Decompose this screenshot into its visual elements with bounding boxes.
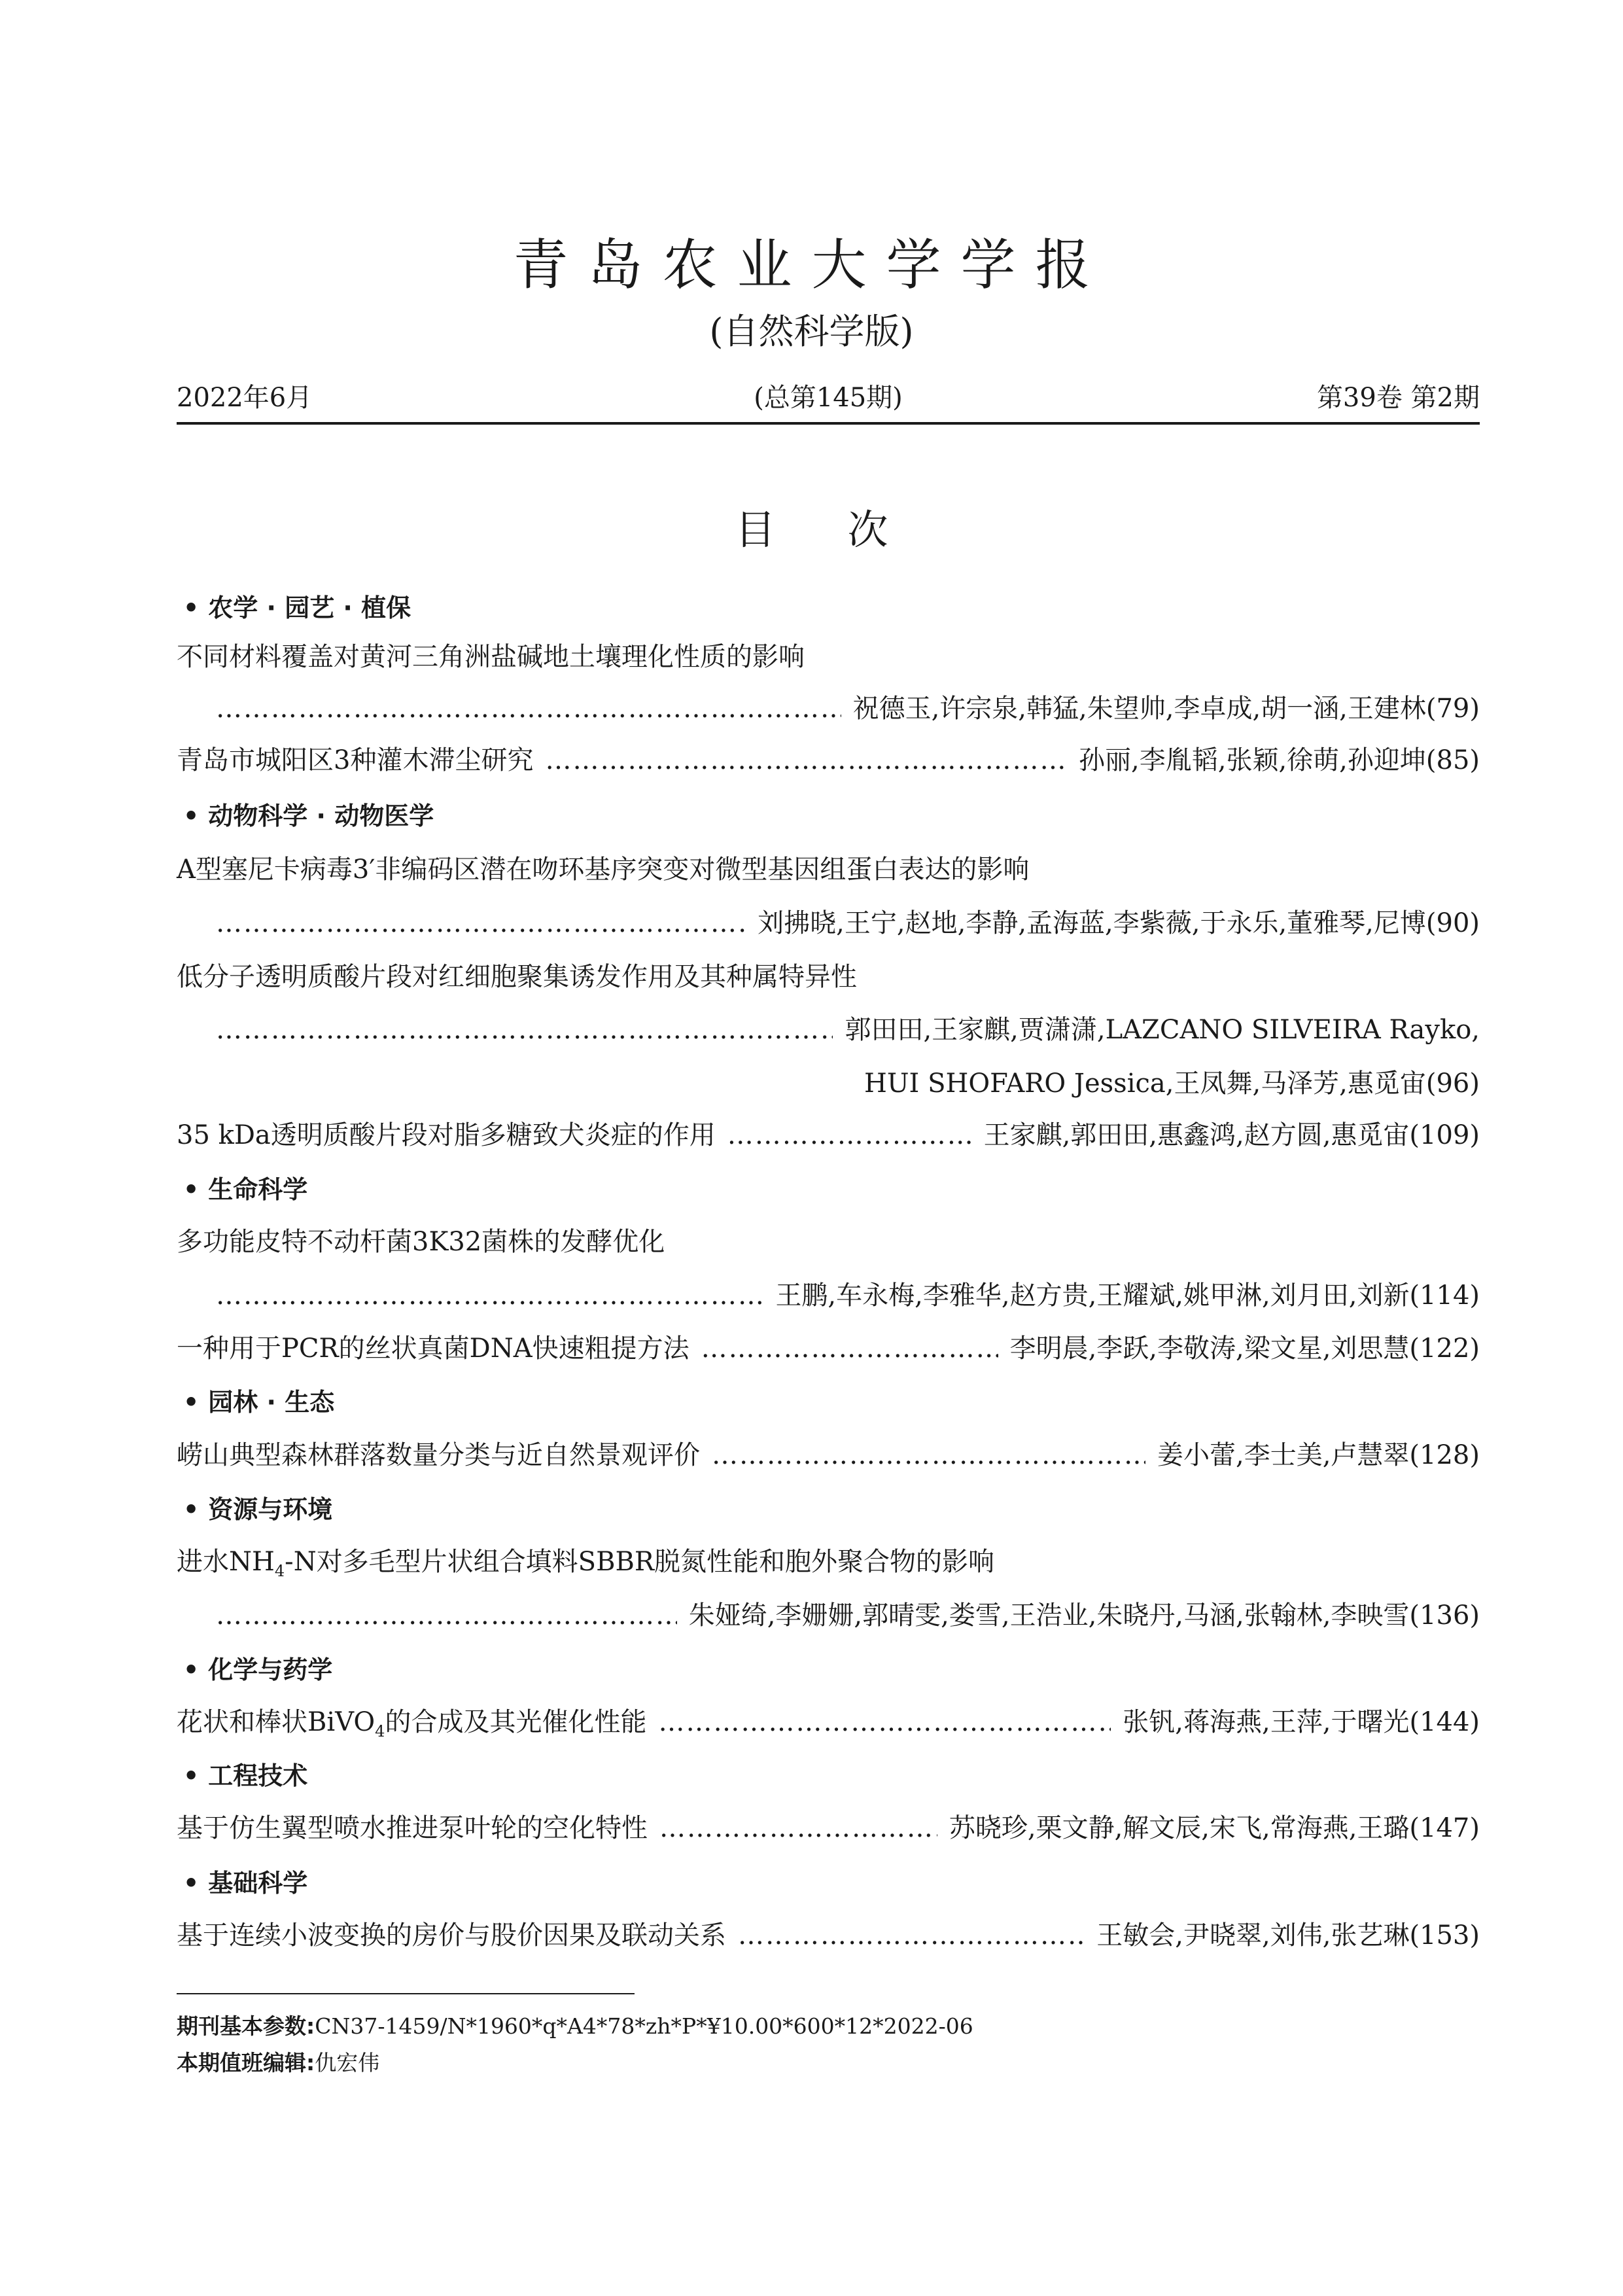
toc-entry[interactable] — [177, 1434, 1480, 1476]
header-rule — [177, 422, 1480, 425]
toc-entry-authors-row — [216, 1275, 1480, 1316]
toc-entry-authors: 王家麒,郭田田,惠鑫鸿,赵方圆,惠觅宙(109) — [983, 1120, 1480, 1150]
journal-title: 青岛农业大学学报 — [513, 233, 1110, 297]
dot-leader — [216, 902, 746, 944]
section-heading-text: 农学 · 园艺 · 植保 — [208, 593, 411, 622]
toc-entry-authors: 王鹏,车永梅,李雅华,赵方贵,王耀斌,姚甲淋,刘月田,刘新(114) — [775, 1280, 1480, 1311]
section-heading-text: 动物科学 · 动物医学 — [208, 802, 434, 830]
section-heading-text: 化学与药学 — [208, 1655, 333, 1684]
toc-entry-authors-continued: HUI SHOFARO Jessica,王凤舞,马泽芳,惠觅宙(96) — [864, 1069, 1480, 1099]
toc-entry-title-subscript: 4 — [274, 1562, 285, 1580]
toc-entry-authors-row — [216, 1009, 1480, 1051]
section-heading — [183, 1169, 307, 1210]
duty-editor-value: 仇宏伟 — [315, 2050, 380, 2075]
section-heading — [183, 795, 434, 837]
toc-entry-title[interactable] — [177, 1541, 994, 1583]
toc-entry-title[interactable]: 不同材料覆盖对黄河三角洲盐碱地土壤理化性质的影响 — [177, 642, 805, 672]
toc-entry-title: 基于仿生翼型喷水推进泵叶轮的空化特性 — [177, 1813, 648, 1843]
section-bullet: • — [183, 593, 200, 622]
section-heading-text: 工程技术 — [208, 1761, 308, 1790]
dot-leader — [216, 688, 841, 730]
toc-entry[interactable] — [177, 739, 1480, 781]
toc-entry-authors: 姜小蕾,李士美,卢慧翠(128) — [1157, 1440, 1480, 1470]
toc-entry-title[interactable]: A型塞尼卡病毒3′非编码区潜在吻环基序突变对微型基因组蛋白表达的影响 — [177, 855, 1030, 885]
section-bullet: • — [183, 1388, 200, 1417]
dot-leader — [216, 1009, 833, 1051]
toc-entry-authors-row — [216, 902, 1480, 944]
section-heading-text: 生命科学 — [208, 1175, 308, 1204]
dot-leader — [659, 1807, 937, 1849]
toc-entry-authors: 张钒,蒋海燕,王萍,于曙光(144) — [1123, 1707, 1480, 1737]
toc-entry-title: 崂山典型森林群落数量分类与近自然景观评价 — [177, 1440, 700, 1470]
dot-leader — [738, 1915, 1085, 1956]
toc-entry-authors: 朱娅绮,李姗姗,郭晴雯,娄雪,王浩业,朱晓丹,马涵,张翰林,李映雪(136) — [688, 1600, 1480, 1631]
dot-leader — [658, 1701, 1111, 1743]
dot-leader — [216, 1275, 763, 1316]
section-bullet: • — [183, 1869, 200, 1898]
dot-leader — [727, 1114, 972, 1156]
section-heading — [183, 1755, 307, 1797]
toc-entry-title — [177, 1701, 646, 1752]
toc-entry[interactable] — [177, 1701, 1480, 1743]
section-bullet: • — [183, 802, 200, 830]
dot-leader — [545, 739, 1067, 781]
toc-entry-title[interactable]: 多功能皮特不动杆菌3K32菌株的发酵优化 — [177, 1227, 665, 1257]
toc-entry-title: 35 kDa透明质酸片段对脂多糖致犬炎症的作用 — [177, 1120, 716, 1150]
journal-params — [177, 2010, 973, 2043]
section-heading-text: 园林 · 生态 — [208, 1388, 335, 1417]
duty-editor — [177, 2047, 379, 2079]
toc-entry-title-subscript: 4 — [375, 1722, 385, 1740]
section-heading — [183, 1381, 334, 1423]
section-heading-text: 基础科学 — [208, 1869, 308, 1898]
section-bullet: • — [183, 1495, 200, 1524]
dot-leader — [712, 1434, 1145, 1476]
section-heading — [183, 587, 411, 629]
footer-rule — [177, 1993, 635, 1994]
toc-entry-title: 一种用于PCR的丝状真菌DNA快速粗提方法 — [177, 1333, 689, 1364]
toc-entry-title: 基于连续小波变换的房价与股价因果及联动关系 — [177, 1920, 726, 1951]
toc-entry-authors: 李明晨,李跃,李敬涛,梁文星,刘思慧(122) — [1009, 1333, 1480, 1364]
section-bullet: • — [183, 1761, 200, 1790]
toc-entry[interactable] — [177, 1328, 1480, 1369]
toc-entry-authors: 王敏会,尹晓翠,刘伟,张艺琳(153) — [1096, 1920, 1480, 1951]
issue-info-row — [177, 378, 1480, 417]
section-heading — [183, 1649, 332, 1691]
dot-leader — [216, 1595, 677, 1636]
section-heading — [183, 1862, 307, 1904]
toc-entry[interactable] — [177, 1915, 1480, 1956]
toc-entry-title-part: 的合成及其光催化性能 — [385, 1707, 647, 1737]
toc-entry-authors-row — [216, 688, 1480, 730]
toc-entry-authors: 郭田田,王家麒,贾潇潇,LAZCANO SILVEIRA Rayko, — [845, 1015, 1480, 1045]
toc-entry[interactable] — [177, 1807, 1480, 1849]
section-bullet: • — [183, 1655, 200, 1684]
dot-leader — [701, 1328, 998, 1369]
toc-entry-authors-row — [216, 1595, 1480, 1636]
journal-subtitle: (自然科学版) — [709, 311, 914, 352]
toc-entry-authors: 祝德玉,许宗泉,韩猛,朱望帅,李卓成,胡一涵,王建林(79) — [852, 694, 1480, 724]
toc-entry-title-part: -N对多毛型片状组合填料SBBR脱氮性能和胞外聚合物的影响 — [285, 1547, 994, 1577]
issue-date: 2022年6月 — [177, 383, 313, 413]
toc-entry-title-part: 进水NH — [177, 1547, 275, 1577]
toc-entry-title-part: 花状和棒状BiVO — [177, 1707, 375, 1737]
toc-entry-title[interactable]: 低分子透明质酸片段对红细胞聚集诱发作用及其种属特异性 — [177, 962, 857, 992]
toc-entry-authors: 刘拂晓,王宁,赵地,李静,孟海蓝,李紫薇,于永乐,董雅琴,尼博(90) — [758, 908, 1480, 938]
toc-entry-authors: 孙丽,李胤韬,张颖,徐萌,孙迎坤(85) — [1079, 745, 1480, 775]
section-heading — [183, 1489, 332, 1530]
issue-total-number: (总第145期) — [754, 383, 903, 413]
toc-entry-authors: 苏晓珍,栗文静,解文辰,宋飞,常海燕,王璐(147) — [949, 1813, 1480, 1843]
journal-params-label: 期刊基本参数: — [177, 2013, 315, 2039]
duty-editor-label: 本期值班编辑: — [177, 2050, 315, 2075]
section-bullet: • — [183, 1175, 200, 1204]
section-heading-text: 资源与环境 — [208, 1495, 333, 1524]
toc-entry-title: 青岛市城阳区3种灌木滞尘研究 — [177, 745, 534, 775]
toc-title: 目次 — [735, 506, 960, 554]
journal-params-value: CN37-1459/N*1960*q*A4*78*zh*P*¥10.00*600*12*2022-06 — [315, 2013, 973, 2039]
issue-volume: 第39卷 第2期 — [1316, 383, 1480, 413]
toc-entry[interactable] — [177, 1114, 1480, 1156]
